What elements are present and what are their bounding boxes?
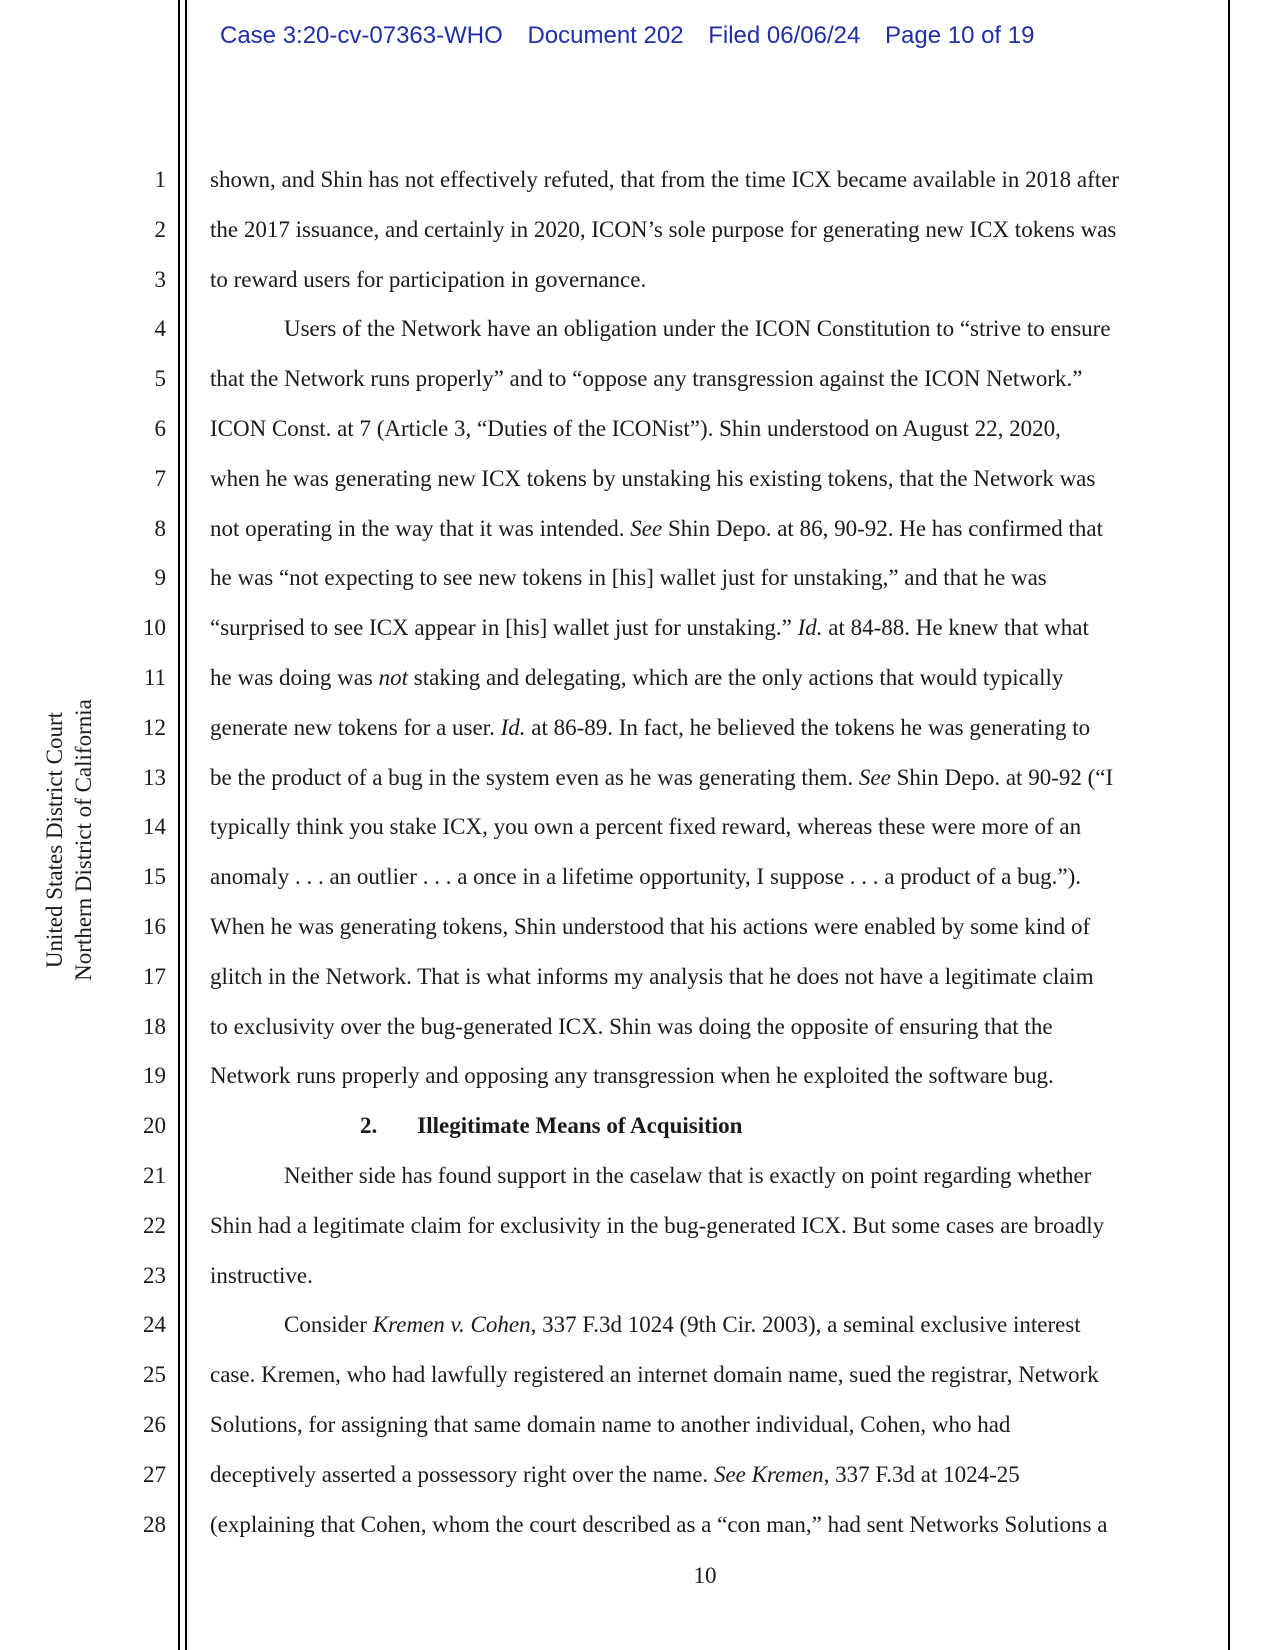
- line-number: 12: [143, 714, 166, 740]
- text-segment: at 86-89. In fact, he believed the tokens he was generating to: [525, 714, 1091, 740]
- text-line: [210, 516, 1103, 542]
- line-number: 18: [143, 1013, 166, 1039]
- court-caption: [40, 680, 98, 1000]
- court-caption-line1: United States District Court: [42, 711, 67, 969]
- right-margin-rule: [1228, 0, 1230, 1650]
- text-line: [210, 964, 1094, 990]
- text-segment: Shin Depo. at 86, 90-92. He has confirmed that: [662, 515, 1103, 541]
- line-number: 3: [154, 266, 166, 292]
- text-line: [210, 167, 1119, 193]
- text-line: [210, 814, 1081, 840]
- page-indicator: Page 10 of 19: [885, 22, 1035, 49]
- text-line: [210, 765, 1113, 791]
- line-number: 11: [143, 665, 166, 690]
- text-segment: he was “not expecting to see new tokens in [his] wallet just for unstaking,” and that he was: [210, 565, 1047, 591]
- text-segment: typically think you stake ICX, you own a percent fixed reward, whereas these were more of an: [210, 814, 1082, 840]
- line-number: 16: [143, 914, 166, 939]
- text-line: [210, 217, 1116, 243]
- text-segment: “surprised to see ICX appear in [his] wallet just for unstaking.”: [210, 615, 798, 641]
- text-line: [210, 665, 1063, 691]
- line-number: 26: [143, 1412, 166, 1437]
- line-number: 25: [143, 1362, 166, 1388]
- line-number: 24: [143, 1312, 166, 1338]
- text-line: [210, 715, 1090, 741]
- text-segment: glitch in the Network. That is what informs my analysis that he does not have a legitimate claim: [210, 963, 1094, 989]
- text-line: [210, 466, 1095, 492]
- text-line: [210, 1462, 1020, 1488]
- italic-citation: See: [858, 764, 891, 790]
- line-number: 13: [143, 764, 166, 790]
- text-segment: to exclusivity over the bug-generated ICX. Shin was doing the opposite of ensuring that the: [210, 1013, 1053, 1039]
- left-margin-rule-inner: [185, 0, 187, 1650]
- text-segment: anomaly . . . an outlier . . . a once in a lifetime opportunity, I suppose . . . a product of a bug.”).: [210, 864, 1082, 890]
- text-line: [210, 1412, 1010, 1438]
- line-number: 21: [143, 1163, 166, 1188]
- line-number: 7: [154, 465, 166, 491]
- section-title: Illegitimate Means of Acquisition: [417, 1113, 743, 1139]
- text-segment: case. Kremen, who had lawfully registered an internet domain name, sued the registrar, Network: [210, 1362, 1099, 1388]
- text-segment: when he was generating new ICX tokens by unstaking his existing tokens, that the Network was: [210, 465, 1096, 491]
- line-number: 22: [143, 1212, 166, 1238]
- text-segment: , 337 F.3d at 1024-25: [823, 1461, 1020, 1487]
- line-number: 14: [143, 814, 166, 840]
- text-line: [284, 316, 1111, 342]
- text-segment: Solutions, for assigning that same domain name to another individual, Cohen, who had: [210, 1412, 1011, 1437]
- text-segment: Neither side has found support in the caselaw that is exactly on point regarding whether: [284, 1163, 1092, 1188]
- text-line: [210, 864, 1081, 890]
- document-number: Document 202: [527, 22, 684, 49]
- text-segment: Shin had a legitimate claim for exclusivity in the bug-generated ICX. But some cases are broadly: [210, 1212, 1105, 1238]
- text-segment: When he was generating tokens, Shin understood that his actions were enabled by some kind of: [210, 914, 1091, 939]
- text-segment: Shin Depo. at 90-92 (“I: [890, 764, 1114, 790]
- text-line: [210, 914, 1090, 940]
- line-number: 6: [154, 416, 166, 441]
- line-number: 8: [154, 515, 166, 541]
- text-line: [210, 267, 646, 293]
- italic-citation: See: [630, 515, 663, 541]
- filed-date: Filed 06/06/24: [708, 22, 861, 49]
- text-line: [210, 1512, 1107, 1538]
- italic-citation: not: [378, 665, 409, 690]
- text-segment: to reward users for participation in governance.: [210, 266, 647, 292]
- section-heading: [360, 1113, 742, 1139]
- italic-citation: Id.: [500, 714, 526, 740]
- text-line: [210, 416, 1061, 442]
- section-number: 2.: [360, 1113, 378, 1139]
- line-number: 27: [143, 1461, 166, 1487]
- text-line: [210, 1213, 1104, 1239]
- line-number: 9: [154, 565, 166, 591]
- italic-citation: See Kremen: [713, 1461, 824, 1487]
- italic-citation: Kremen v. Cohen: [372, 1312, 531, 1338]
- line-number: 20: [143, 1113, 166, 1139]
- text-segment: instructive.: [210, 1262, 313, 1288]
- text-line: [284, 1312, 1081, 1338]
- text-segment: Network runs properly and opposing any transgression when he exploited the software bug.: [210, 1063, 1054, 1089]
- line-number: 15: [143, 864, 166, 890]
- case-number: Case 3:20-cv-07363-WHO: [220, 22, 503, 49]
- left-margin-rule-outer: [178, 0, 180, 1650]
- text-segment: at 84-88. He knew that what: [822, 615, 1089, 641]
- text-line: [210, 1263, 313, 1289]
- text-segment: (explaining that Cohen, whom the court described as a “con man,” had sent Networks Solutions a: [210, 1511, 1108, 1537]
- text-segment: Consider: [284, 1312, 373, 1338]
- court-caption-line2: Northern District of California: [71, 699, 96, 981]
- line-number: 19: [143, 1063, 166, 1089]
- text-segment: shown, and Shin has not effectively refuted, that from the time ICX became available in 2018 after: [210, 167, 1120, 192]
- text-line: [284, 1163, 1091, 1189]
- text-segment: not operating in the way that it was intended.: [210, 515, 631, 541]
- line-number: 10: [143, 615, 166, 641]
- line-number: 23: [143, 1262, 166, 1288]
- text-line: [210, 1063, 1054, 1089]
- line-number: 28: [143, 1511, 166, 1537]
- text-segment: be the product of a bug in the system even as he was generating them.: [210, 764, 859, 790]
- text-segment: deceptively asserted a possessory right over the name.: [210, 1461, 714, 1487]
- text-segment: Users of the Network have an obligation under the ICON Constitution to “strive to ensure: [284, 316, 1111, 342]
- text-segment: staking and delegating, which are the only actions that would typically: [408, 665, 1064, 690]
- text-segment: generate new tokens for a user.: [210, 714, 501, 740]
- text-line: [210, 565, 1047, 591]
- text-segment: that the Network runs properly” and to “oppose any transgression against the ICON Network.”: [210, 366, 1083, 392]
- text-line: [210, 366, 1083, 392]
- text-line: [210, 1014, 1053, 1040]
- text-segment: he was doing was: [210, 665, 379, 690]
- line-number: 2: [154, 216, 166, 242]
- line-number: 17: [143, 963, 166, 989]
- text-line: [210, 615, 1089, 641]
- line-number: 1: [154, 167, 166, 192]
- line-number: 4: [154, 316, 166, 342]
- line-number: 5: [154, 366, 166, 392]
- page-number: 10: [693, 1563, 717, 1588]
- text-segment: the 2017 issuance, and certainly in 2020, ICON’s sole purpose for generating new ICX tokens was: [210, 216, 1117, 242]
- text-line: [210, 1362, 1099, 1388]
- text-segment: , 337 F.3d 1024 (9th Cir. 2003), a seminal exclusive interest: [530, 1312, 1081, 1338]
- document-header: [220, 22, 1052, 50]
- text-segment: ICON Const. at 7 (Article 3, “Duties of the ICONist”). Shin understood on August 22, 2020,: [210, 416, 1061, 441]
- italic-citation: Id.: [797, 615, 823, 641]
